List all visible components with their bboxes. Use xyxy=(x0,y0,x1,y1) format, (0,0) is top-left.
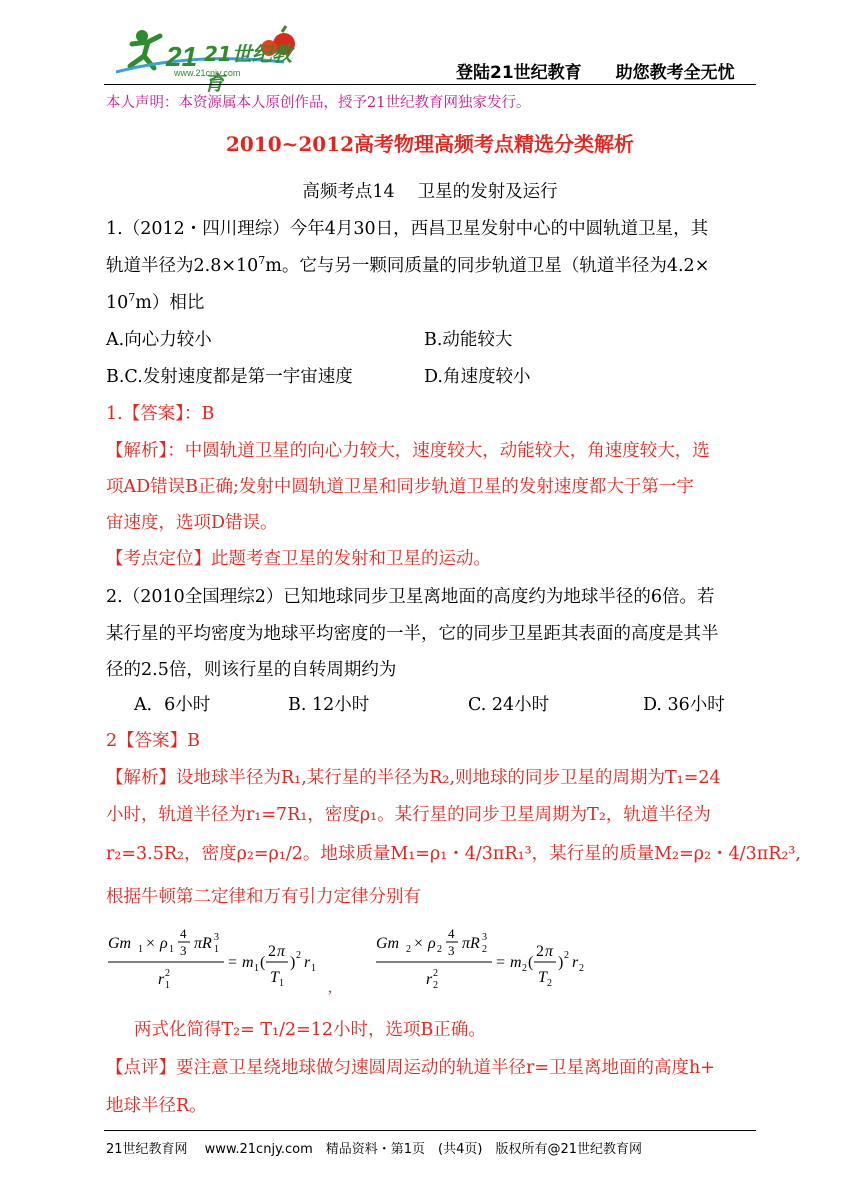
q1-analysis-line2: 项AD错误B正确;发射中圆轨道卫星和同步轨道卫星的发射速度都大于第一宇 xyxy=(106,477,694,497)
footer-rule xyxy=(104,1130,756,1131)
logo xyxy=(104,22,304,95)
q2-option-c: C. 24小时 xyxy=(468,695,550,715)
svg-text:2: 2 xyxy=(165,968,170,979)
svg-text:2: 2 xyxy=(547,978,552,989)
q1-option-b: B.动能较大 xyxy=(424,330,513,350)
svg-text:r: r xyxy=(426,971,433,988)
q2-stem-line2: 某行星的平均密度为地球平均密度的一半，它的同步卫星距其表面的高度是其半 xyxy=(106,624,719,644)
svg-text:1: 1 xyxy=(214,944,219,955)
svg-text:3: 3 xyxy=(214,932,219,943)
svg-text:T: T xyxy=(270,969,279,986)
svg-text:πR: πR xyxy=(462,935,480,952)
footer-text: 21世纪教育网 www.21cnjy.com 精品资料・第1页 (共4页) 版权所有@21世纪教育网 xyxy=(106,1142,643,1157)
svg-text:,: , xyxy=(328,979,332,996)
q2-analysis-line4: 根据牛顿第二定律和万有引力定律分别有 xyxy=(106,887,421,907)
q2-analysis-line1: 【解析】设地球半径为R₁,某行星的半径为R₂,则地球的同步卫星的周期为T₁=24 xyxy=(106,768,721,788)
svg-text:2: 2 xyxy=(433,980,438,991)
q2-stem-line1: 2.（2010全国理综2）已知地球同步卫星离地面的高度约为地球半径的6倍。若 xyxy=(106,587,715,607)
svg-text:): ) xyxy=(290,954,296,971)
svg-text:4: 4 xyxy=(448,926,455,941)
svg-text:×: × xyxy=(414,935,424,952)
svg-text:ρ: ρ xyxy=(160,935,168,952)
svg-text:2: 2 xyxy=(482,944,487,955)
svg-text:2: 2 xyxy=(433,968,438,979)
svg-text:2: 2 xyxy=(296,950,301,961)
q1-point: 【考点定位】此题考查卫星的发射和卫星的运动。 xyxy=(106,549,491,569)
copyright-notice: 本人声明：本资源属本人原创作品，授予21世纪教育网独家发行。 xyxy=(106,95,531,111)
svg-text:2: 2 xyxy=(437,944,442,955)
q2-analysis-line2: 小时，轨道半径为r₁=7R₁，密度ρ₁。某行星的同步卫星周期为T₂，轨道半径为 xyxy=(106,805,711,825)
svg-text:2: 2 xyxy=(564,950,569,961)
svg-text:m: m xyxy=(242,954,254,971)
svg-text:1: 1 xyxy=(169,944,174,955)
svg-text:r: r xyxy=(158,971,165,988)
svg-text:1: 1 xyxy=(254,963,259,974)
q2-stem-line3: 径的2.5倍，则该行星的自转周期约为 xyxy=(106,660,397,680)
svg-text:πR: πR xyxy=(194,935,212,952)
svg-text:π: π xyxy=(277,943,286,960)
logo-text: 21世纪教育 xyxy=(204,42,292,95)
svg-text:ρ: ρ xyxy=(428,935,436,952)
q2-comment-line2: 地球半径R。 xyxy=(106,1096,207,1116)
svg-text:4: 4 xyxy=(180,926,187,941)
svg-text:r: r xyxy=(572,954,579,971)
page-subtitle: 高频考点14 卫星的发射及运行 xyxy=(302,182,558,202)
svg-text:×: × xyxy=(146,935,156,952)
logo-url: www.21cnjy.com xyxy=(174,68,241,78)
q2-result: 两式化简得T₂= T₁/2=12小时，选项B正确。 xyxy=(134,1020,486,1040)
svg-text:m: m xyxy=(510,954,522,971)
svg-text:2: 2 xyxy=(406,944,411,955)
q1-option-c: B.C.发射速度都是第一宇宙速度 xyxy=(106,367,353,387)
q1-answer: 1.【答案】：B xyxy=(106,404,215,424)
q2-analysis-line3: r₂=3.5R₂，密度ρ₂=ρ₁/2。地球质量M₁=ρ₁・4/3πR₁³，某行星的质量M₂=ρ₂・4/3πR₂³, xyxy=(106,844,801,864)
q1-analysis-line3: 宙速度，选项D错误。 xyxy=(106,513,278,533)
svg-text:=: = xyxy=(496,954,506,971)
q1-analysis-line1: 【解析】：中圆轨道卫星的向心力较大，速度较大，动能较大，角速度较大，选 xyxy=(106,441,710,461)
q1-option-d: D.角速度较小 xyxy=(424,367,531,387)
q1-stem-line3: $10^7m$）相比 xyxy=(106,291,205,313)
q1-option-a: A.向心力较小 xyxy=(106,330,212,350)
q2-answer: 2【答案】B xyxy=(106,731,200,751)
equation-earth xyxy=(106,922,356,1002)
equation-planet xyxy=(374,922,614,1002)
q2-option-d: D. 36小时 xyxy=(643,695,725,715)
q1-stem-line1: 1.（2012・四川理综）今年4月30日，西昌卫星发射中心的中圆轨道卫星，其 xyxy=(106,219,709,239)
svg-text:1: 1 xyxy=(279,978,284,989)
header-rule xyxy=(104,84,756,85)
svg-text:T: T xyxy=(538,969,547,986)
q2-option-b: B. 12小时 xyxy=(288,695,370,715)
svg-text:3: 3 xyxy=(448,943,455,958)
svg-text:1: 1 xyxy=(311,963,316,974)
svg-text:3: 3 xyxy=(482,932,487,943)
q2-comment-line1: 【点评】要注意卫星绕地球做匀速圆周运动的轨道半径r=卫星离地面的高度h+ xyxy=(106,1058,715,1078)
svg-text:1: 1 xyxy=(138,944,143,955)
svg-text:): ) xyxy=(558,954,564,971)
svg-text:Gm: Gm xyxy=(108,935,132,952)
header-slogan: 登陆21世纪教育 助您教考全无忧 xyxy=(456,63,735,83)
svg-text:2: 2 xyxy=(522,963,527,974)
q2-option-a: A．6小时 xyxy=(134,695,211,715)
svg-text:r: r xyxy=(304,954,311,971)
svg-text:2: 2 xyxy=(268,943,276,960)
svg-text:π: π xyxy=(545,943,554,960)
page-title: 2010~2012高考物理高频考点精选分类解析 xyxy=(225,132,635,156)
svg-text:3: 3 xyxy=(180,943,187,958)
svg-text:2: 2 xyxy=(536,943,544,960)
svg-text:21: 21 xyxy=(166,41,198,72)
svg-text:1: 1 xyxy=(165,980,170,991)
svg-text:=: = xyxy=(228,954,238,971)
svg-text:(: ( xyxy=(260,954,266,971)
svg-text:(: ( xyxy=(528,954,534,971)
svg-text:2: 2 xyxy=(579,963,584,974)
q1-stem-line2: 轨道半径为$2.8\times 10^7m$。它与另一颗同质量的同步轨道卫星（轨道半径为4.2× xyxy=(106,254,710,276)
svg-text:Gm: Gm xyxy=(376,935,400,952)
